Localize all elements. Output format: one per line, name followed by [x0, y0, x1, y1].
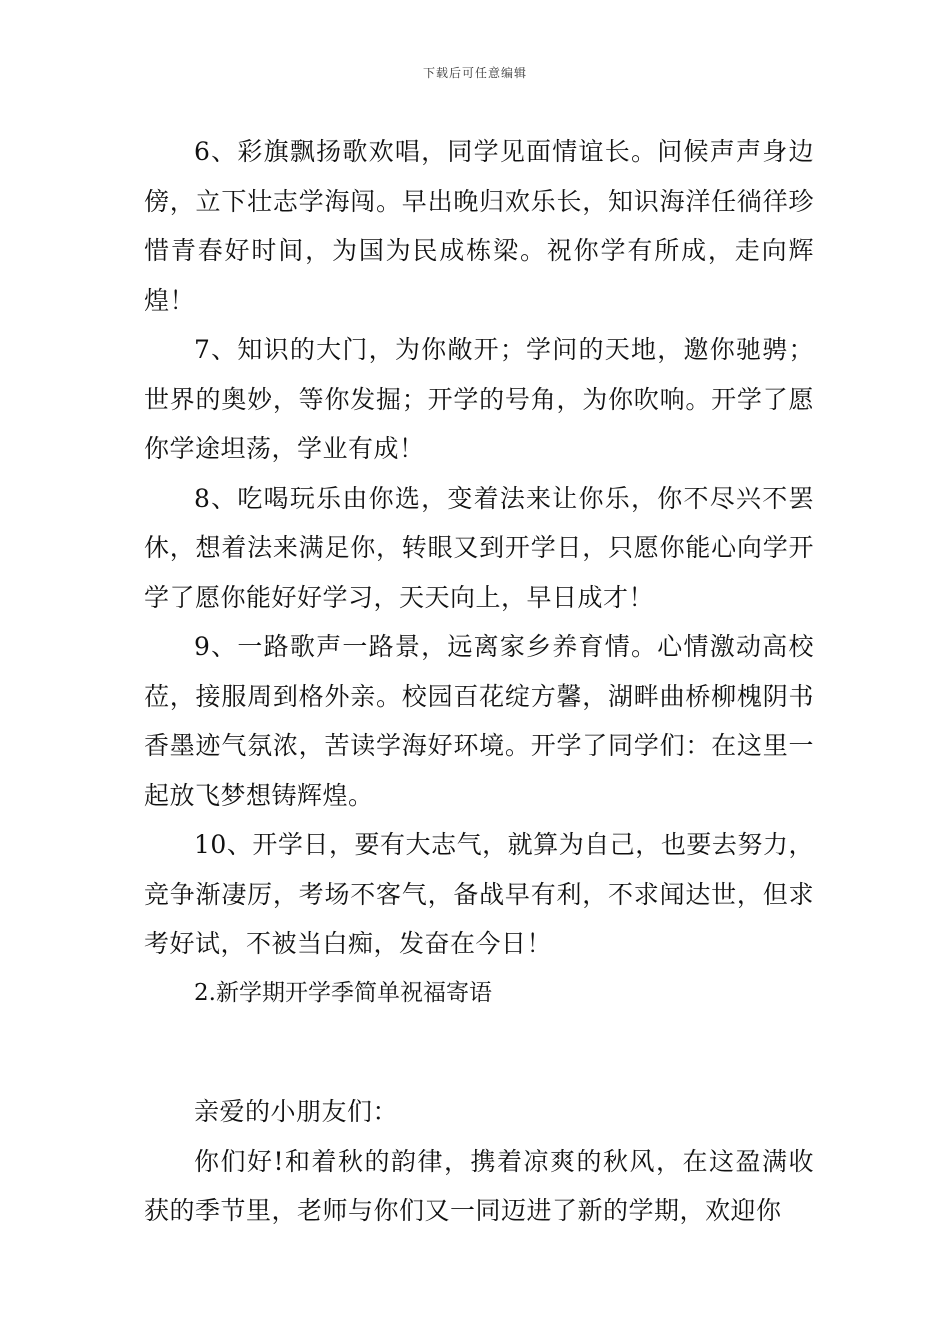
section-heading: 2.新学期开学季简单祝福寄语 [194, 979, 492, 1006]
paragraph-10: 10、开学日，要有大志气，就算为自己，也要去努力，竞争渐凄厉，考场不客气，备战早有利，不求闻达世，但求考好试，不被当白痴，发奋在今日！ [144, 830, 814, 958]
paragraph-9: 9、一路歌声一路景，远离家乡养育情。心情激动高校莅，接服周到格外亲。校园百花绽方馨，湖畔曲桥柳槐阴书香墨迹气氛浓，苦读学海好环境。开学了同学们：在这里一起放飞梦想铸辉煌。 [144, 632, 814, 810]
closing-paragraph: 你们好!和着秋的韵律，携着凉爽的秋风，在这盈满收获的季节里，老师与你们又一同迈进了新的学期，欢迎你 [144, 1146, 814, 1225]
paragraph-8: 8、吃喝玩乐由你选，变着法来让你乐，你不尽兴不罢休，想着法来满足你，转眼又到开学日，只愿你能心向学开学了愿你能好好学习，天天向上，早日成才！ [144, 483, 814, 612]
greeting: 亲爱的小朋友们： [194, 1097, 399, 1126]
blank-line [144, 1018, 814, 1087]
document-body [144, 127, 814, 1236]
paragraph-7: 7、知识的大门，为你敞开；学问的天地，邀你驰骋；世界的奥妙，等你发掘；开学的号角，为你吹响。开学了愿你学途坦荡，学业有成！ [144, 335, 814, 463]
page-header: 下载后可任意编辑 [422, 66, 527, 80]
paragraph-6: 6、彩旗飘扬歌欢唱，同学见面情谊长。问候声声身边傍，立下壮志学海闯。早出晚归欢乐长，知识海洋任徜徉珍惜青春好时间，为国为民成栋梁。祝你学有所成，走向辉煌！ [144, 137, 814, 315]
